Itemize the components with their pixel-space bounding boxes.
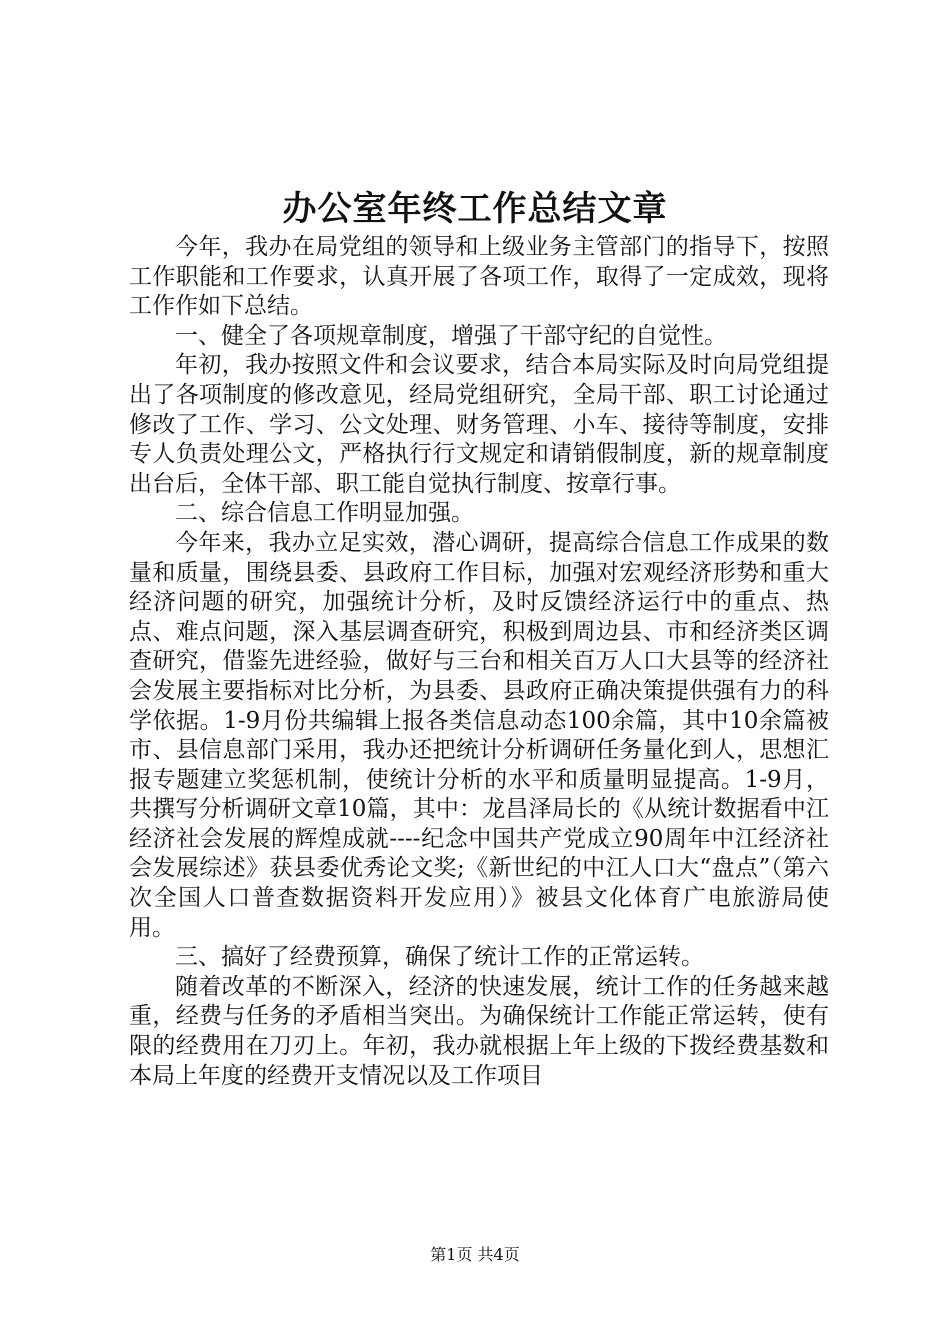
page-footer: 第1页 共4页 (430, 1245, 520, 1264)
section-heading-1: 一、健全了各项规章制度，增强了干部守纪的自觉性。 (175, 322, 727, 349)
document-title: 办公室年终工作总结文章 (282, 189, 668, 229)
paragraph-intro: 今年，我办在局党组的领导和上级业务主管部门的指导下，按照工作职能和工作要求，认真开展了各项工作，取得了一定成效，现将工作作如下总结。 (129, 234, 829, 320)
section-heading-3: 三、搞好了经费预算，确保了统计工作的正常运转。 (175, 944, 704, 971)
paragraph-section-3: 随着改革的不断深入，经济的快速发展，统计工作的任务越来越重，经费与任务的矛盾相当突出。为确保统计工作能正常运转，使有限的经费用在刀刃上。年初，我办就根据上年上级的下拨经费基数和本局上年度的经费开支情况以及工作项目 (129, 973, 829, 1089)
section-heading-2: 二、综合信息工作明显加强。 (175, 500, 474, 527)
document-body (129, 233, 829, 1091)
paragraph-section-1: 年初，我办按照文件和会议要求，结合本局实际及时向局党组提出了各项制度的修改意见，经局党组研究，全局干部、职工讨论通过修改了工作、学习、公文处理、财务管理、小车、接待等制度，安排专人负责处理公文，严格执行行文规定和请销假制度，新的规章制度出台后，全体干部、职工能自觉执行制度、按章行事。 (129, 352, 829, 497)
paragraph-section-2: 今年来，我办立足实效，潜心调研，提高综合信息工作成果的数量和质量，围绕县委、县政府工作目标，加强对宏观经济形势和重大经济问题的研究，加强统计分析，及时反馈经济运行中的重点、热点、难点问题，深入基层调查研究，积极到周边县、市和经济类区调查研究，借鉴先进经验，做好与三台和相关百万人口大县等的经济社会发展主要指标对比分析，为县委、县政府正确决策提供强有力的科学依据。1-9月份共编辑上报各类信息动态100余篇，其中10余篇被市、县信息部门采用，我办还把统计分析调研任务量化到人，思想汇报专题建立奖惩机制，使统计分析的水平和质量明显提高。1-9月，共撰写分析调研文章10篇，其中：龙昌泽局长的《从统计数据看中江经济社会发展的辉煌成就----纪念中国共产党成立90周年中江经济社会发展综述》获县委优秀论文奖;《新世纪的中江人口大“盘点”（第六次全国人口普查数据资料开发应用）》被县文化体育广电旅游局使用。 (129, 529, 829, 941)
